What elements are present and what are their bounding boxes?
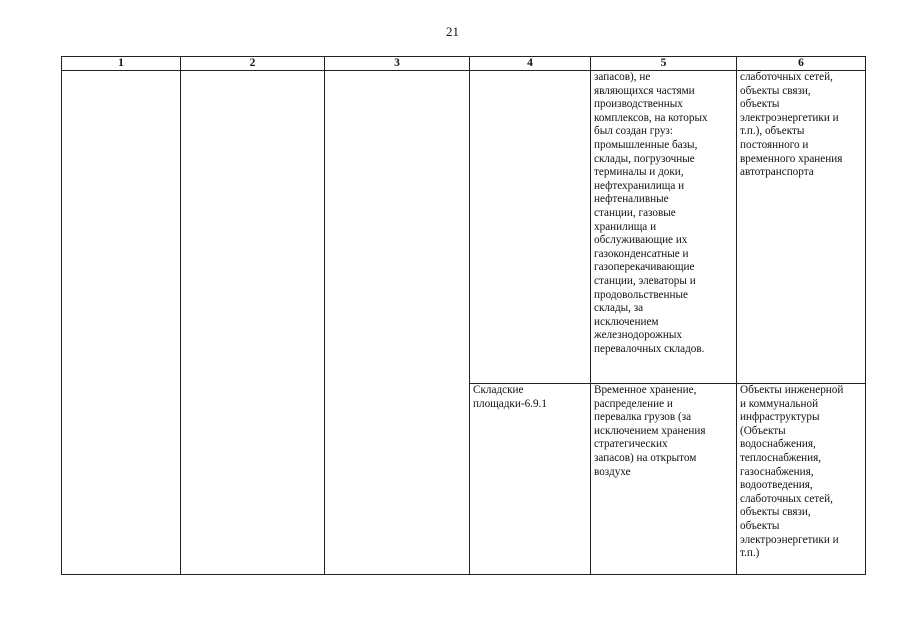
cell-permitted-use-description: запасов), не являющихся частями производственных комплексов, на которых был создан груз: промышленные базы, склады, погрузочные терминалы и доки, нефтехранилища и нефтеналивные станции, газовые хранилища и обслуживающие их газоконденсатные и газоперекачивающие станции, элеваторы и продовольственные склады, за исключением железнодорожных перевалочных складов.: [591, 71, 737, 384]
header-col-2: 2: [181, 57, 325, 71]
cell-auxiliary-objects: слаботочных сетей, объекты связи, объекты электроэнергетики и т.п.), объекты постоянного и временного хранения автотранспорта: [737, 71, 866, 384]
cell-col-1: [62, 71, 181, 575]
header-col-3: 3: [325, 57, 470, 71]
header-col-1: 1: [62, 57, 181, 71]
cell-col-3: [325, 71, 470, 575]
cell-col-2: [181, 71, 325, 575]
cell-permitted-use-description: Временное хранение, распределение и перевалка грузов (за исключением хранения стратегических запасов) на открытом воздухе: [591, 384, 737, 575]
header-col-5: 5: [591, 57, 737, 71]
cell-col-4: [470, 71, 591, 384]
table-row: [62, 71, 866, 384]
cell-auxiliary-objects: Объекты инженерной и коммунальной инфраструктуры (Объекты водоснабжения, теплоснабжения, газоснабжения, водоотведения, слаботочных сетей, объекты связи, объекты электроэнергетики и т.п.): [737, 384, 866, 575]
page-number: 21: [446, 24, 459, 39]
table-header-row: [62, 57, 866, 71]
header-col-6: 6: [737, 57, 866, 71]
land-use-table: [61, 56, 866, 575]
cell-land-use-type: Складские площадки-6.9.1: [470, 384, 591, 575]
header-col-4: 4: [470, 57, 591, 71]
